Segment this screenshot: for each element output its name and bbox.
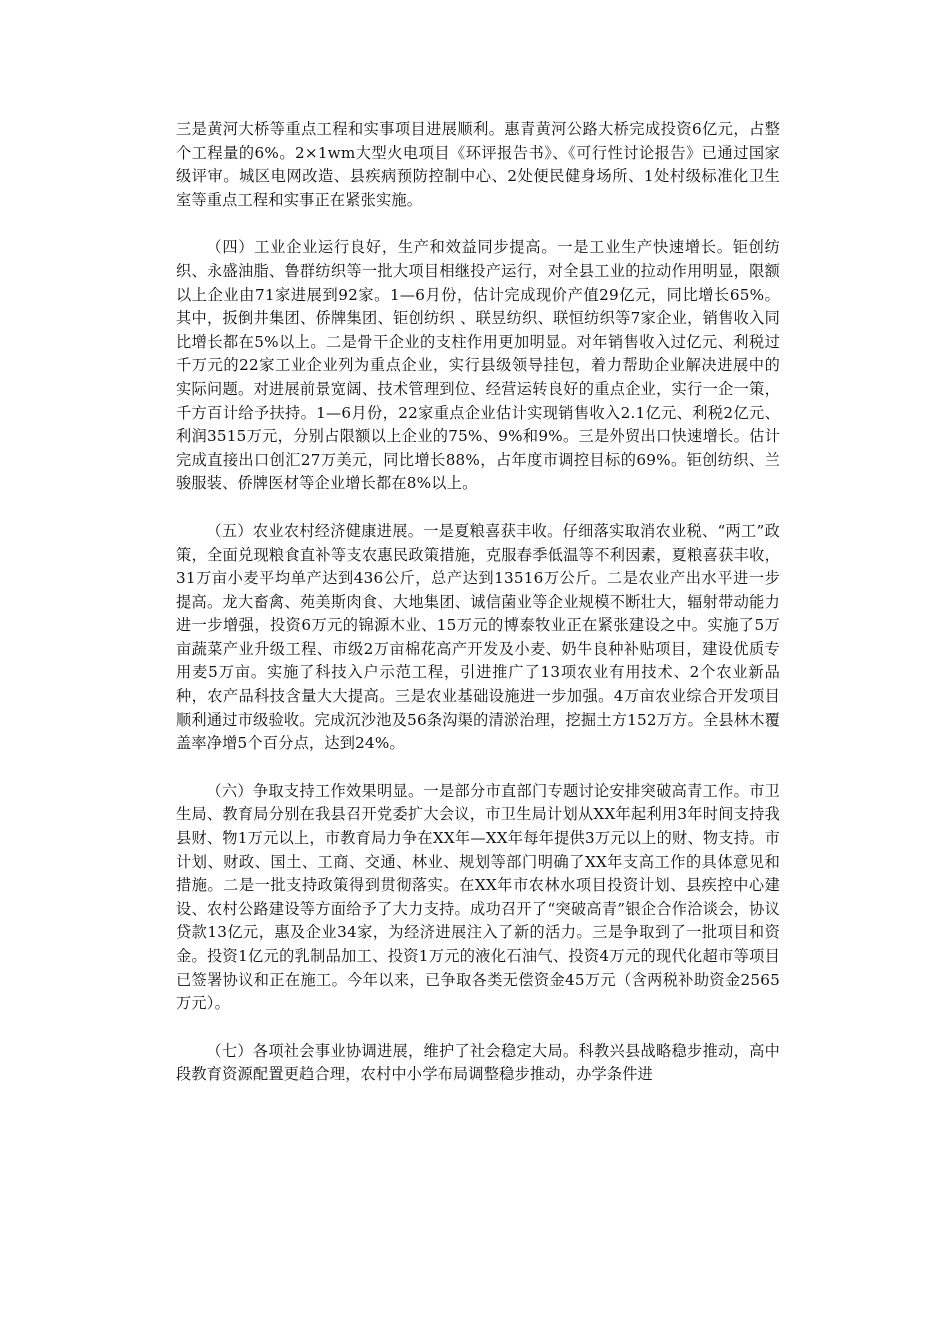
paragraph-social-affairs: （七）各项社会事业协调进展，维护了社会稳定大局。科教兴县战略稳步推动，高中段教育资源配置更趋合理，农村中小学布局调整稳步推动，办学条件进 [176, 1041, 780, 1084]
document-page [176, 118, 780, 1111]
paragraph-agriculture: （五）农业农村经济健康进展。一是夏粮喜获丰收。仔细落实取消农业税、“两工”政策，全面兑现粮食直补等支农惠民政策措施，克服春季低温等不利因素，夏粮喜获丰收，31万亩小麦平均单产达到436公斤，总产达到13516万公斤。二是农业产出水平进一步提高。龙大畜禽、苑美斯肉食、大地集团、诚信菌业等企业规模不断壮大，辐射带动能力进一步增强，投资6万元的锦源木业、15万元的博泰牧业正在紧张建设之中。实施了5万亩蔬菜产业升级工程、市级2万亩棉花高产开发及小麦、奶牛良种补贴项目，建设优质专用麦5万亩。实施了科技入户示范工程，引进推广了13项农业有用技术、2个农业新品种，农产品科技含量大大提高。三是农业基础设施进一步加强。4万亩农业综合开发项目顺利通过市级验收。完成沉沙池及56条沟渠的清淤治理，挖掘土方152万方。全县林木覆盖率净增5个百分点，达到24%。 [176, 521, 780, 753]
paragraph-support-work: （六）争取支持工作效果明显。一是部分市直部门专题讨论安排突破高青工作。市卫生局、教育局分别在我县召开党委扩大会议，市卫生局计划从XX年起利用3年时间支持我县财、物1万元以上，市教育局力争在XX年—XX年每年提供3万元以上的财、物支持。市计划、财政、国土、工商、交通、林业、规划等部门明确了XX年支高工作的具体意见和措施。二是一批支持政策得到贯彻落实。在XX年市农林水项目投资计划、县疾控中心建设、农村公路建设等方面给予了大力支持。成功召开了“突破高青”银企合作洽谈会，协议贷款13亿元，惠及企业34家，为经济进展注入了新的活力。三是争取到了一批项目和资金。投资1亿元的乳制品加工、投资1万元的液化石油气、投资4万元的现代化超市等项目已签署协议和正在施工。今年以来，已争取各类无偿资金45万元（含两税补助资金2565万元）。 [176, 781, 780, 1013]
paragraph-major-projects: 三是黄河大桥等重点工程和实事项目进展顺利。惠青黄河公路大桥完成投资6亿元，占整个工程量的6%。2×1wm大型火电项目《环评报告书》、《可行性讨论报告》已通过国家级评审。城区电网改造、县疾病预防控制中心、2处便民健身场所、1处村级标准化卫生室等重点工程和实事正在紧张实施。 [176, 120, 780, 209]
paragraph-industry: （四）工业企业运行良好，生产和效益同步提高。一是工业生产快速增长。钜创纺织、永盛油脂、鲁群纺织等一批大项目相继投产运行，对全县工业的拉动作用明显，限额以上企业由71家进展到92家。1—6月份，估计完成现价产值29亿元，同比增长65%。其中，扳倒井集团、侨牌集团、钜创纺织 、联昱纺织、联恒纺织等7家企业，销售收入同比增长都在5%以上。二是骨干企业的支柱作用更加明显。对年销售收入过亿元、利税过千万元的22家工业企业列为重点企业，实行县级领导挂包，着力帮助企业解决进展中的实际问题。对进展前景宽阔、技术管理到位、经营运转良好的重点企业，实行一企一策，千方百计给予扶持。1—6月份，22家重点企业估计实现销售收入2.1亿元、利税2亿元、利润3515万元，分别占限额以上企业的75%、9%和9%。三是外贸出口快速增长。估计完成直接出口创汇27万美元，同比增长88%，占年度市调控目标的69%。钜创纺织、兰骏服装、侨牌医材等企业增长都在8%以上。 [176, 238, 780, 493]
